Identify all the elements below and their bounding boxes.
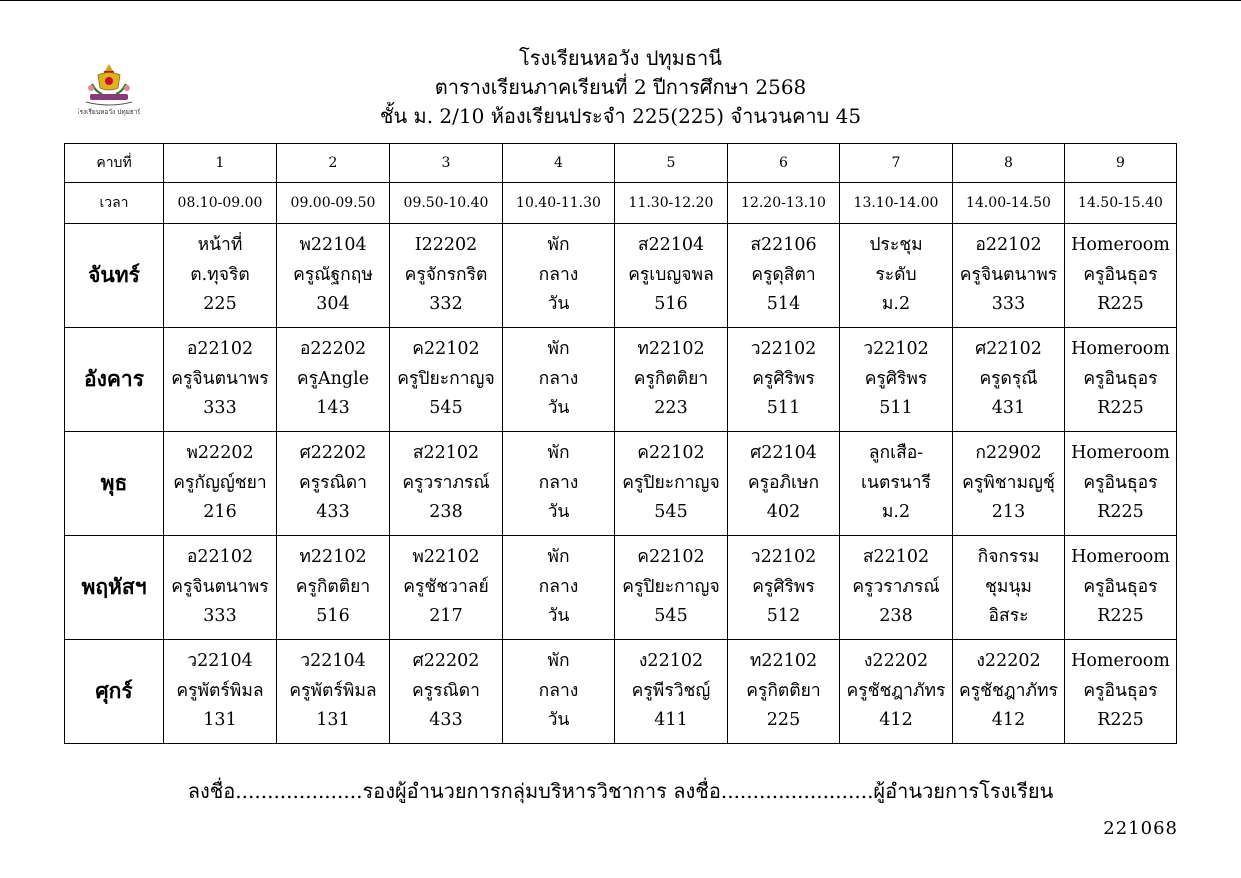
day-name: พฤหัสฯ [65,536,164,640]
period-time: 14.00-14.50 [953,183,1065,224]
room-number: 217 [429,606,463,627]
period-number: 4 [503,144,615,183]
subject-code: ส22106 [750,235,817,256]
subject-code: พัก [547,651,570,672]
room-number: R225 [1097,502,1144,523]
room-number: วัน [547,294,570,315]
teacher-name: ครูจินตนาพร [171,576,269,597]
schedule-cell [164,328,277,432]
schedule-cell [1065,224,1177,328]
room-number: 213 [991,502,1026,523]
schedule-cell [277,640,390,744]
teacher-name: ครูจินตนาพร [171,368,269,389]
schedule-cell [390,432,503,536]
subject-code: ว22102 [750,339,817,360]
teacher-name: ครูวราภรณ์ [402,472,490,493]
teacher-name: ครูศิริพร [864,368,928,389]
schedule-cell [503,432,615,536]
room-number: 545 [654,502,688,523]
schedule-cell [1065,328,1177,432]
teacher-name: ครูพัตร์พิมล [176,680,264,701]
subject-code: อ22102 [975,235,1042,256]
subject-code: ท22102 [749,651,818,672]
period-number: 6 [728,144,840,183]
teacher-name: ครูอินธุอร [1083,264,1158,285]
schedule-cell [728,432,840,536]
schedule-cell [1065,536,1177,640]
teacher-name: ครูปิยะกาญจ [622,576,720,597]
room-number: 332 [429,294,463,315]
teacher-name: ครูพิชามญชุ์ [962,472,1055,493]
time-row [65,183,1177,224]
subject-code: ส22104 [637,235,705,256]
subject-code: พ22102 [412,547,480,568]
room-number: 238 [879,606,913,627]
subject-code: อ22102 [186,547,254,568]
subject-code: ส22102 [412,443,480,464]
subject-code: ศ22104 [750,443,817,464]
teacher-name: ครูวราภรณ์ [852,576,940,597]
room-number: 402 [766,502,801,523]
schedule-cell [390,640,503,744]
room-number: 411 [654,710,688,731]
room-number: 225 [203,294,237,315]
subject-code: ค22102 [412,339,480,360]
room-number: 333 [203,398,237,419]
teacher-name: ครูเบญจพล [628,264,714,285]
day-row [65,536,1177,640]
teacher-name: ครูอินธุอร [1083,472,1158,493]
period-number: 2 [277,144,390,183]
room-number: วัน [547,502,570,523]
room-number: 511 [879,398,913,419]
period-number: 3 [390,144,503,183]
subject-code: พัก [547,443,570,464]
room-number: 333 [991,294,1026,315]
class-info: ชั้น ม. 2/10 ห้องเรียนประจำ 225(225) จำนวนคาบ 45 [379,104,862,128]
schedule-cell [840,224,953,328]
teacher-name: ครูชัชฎาภัทร [846,680,946,701]
schedule-cell [164,224,277,328]
room-number: 225 [766,710,801,731]
schedule-cell [728,536,840,640]
subject-code: ส22102 [862,547,930,568]
room-number: วัน [547,606,570,627]
schedule-cell [615,432,728,536]
day-name: จันทร์ [65,224,164,328]
schedule-cell [1065,432,1177,536]
room-number: R225 [1097,710,1144,731]
schedule-cell [164,536,277,640]
period-time: 13.10-14.00 [840,183,953,224]
day-name: อังคาร [65,328,164,432]
room-number: 511 [766,398,801,419]
teacher-name: ครูพัตร์พิมล [289,680,377,701]
teacher-name: ครูจินตนาพร [959,264,1058,285]
subject-code: I22202 [414,235,478,256]
subject-code: ศ22202 [299,443,367,464]
room-number: 545 [654,606,688,627]
schedule-cell [503,536,615,640]
schedule-cell [728,328,840,432]
teacher-name: ครูอินธุอร [1083,680,1158,701]
subject-code: ค22102 [637,443,705,464]
subject-code: Homeroom [1071,547,1170,568]
document-header [0,44,1241,131]
top-border-line [0,0,1241,1]
teacher-name: ครูกัญญ์ชยา [173,472,267,493]
schedule-cell [503,640,615,744]
subject-code: ว22102 [750,547,817,568]
teacher-name: ครูกิตติยา [295,576,371,597]
schedule-cell [390,328,503,432]
subject-code: หน้าที่ [197,235,243,256]
teacher-name: ครูปิยะกาญจ [622,472,720,493]
schedule-cell [840,432,953,536]
schedule-cell [615,328,728,432]
period-number: 5 [615,144,728,183]
period-time: 11.30-12.20 [615,183,728,224]
subject-code: Homeroom [1071,443,1170,464]
subject-code: พ22104 [299,235,367,256]
schedule-cell [953,432,1065,536]
teacher-name: ครูชัชฎาภัทร [959,680,1058,701]
teacher-name: กลาง [538,576,579,597]
schedule-cell [953,224,1065,328]
period-number: 7 [840,144,953,183]
signature-line: ลงชื่อ....................รองผู้อำนวยการกลุ่มบริหารวิชาการ ลงชื่อ........................ผู้อำนวยการโรงเรียน [187,779,1054,803]
room-number: 512 [766,606,801,627]
schedule-cell [953,328,1065,432]
period-time: 08.10-09.00 [164,183,277,224]
schedule-cell [277,224,390,328]
teacher-name: กลาง [538,264,579,285]
period-time: 14.50-15.40 [1065,183,1177,224]
subject-code: ศ22102 [975,339,1042,360]
teacher-name: ครูศิริพร [752,576,815,597]
teacher-name: ชุมนุม [985,576,1032,597]
room-number: R225 [1097,398,1144,419]
time-label: เวลา [65,183,164,224]
term-title: ตารางเรียนภาคเรียนที่ 2 ปีการศึกษา 2568 [434,75,807,99]
room-number: 333 [203,606,237,627]
timetable [64,143,1177,744]
document-code: 221068 [1103,818,1178,839]
teacher-name: ครูAngle [296,368,370,389]
room-number: ม.2 [881,294,911,315]
teacher-name: ระดับ [875,264,917,285]
teacher-name: ครูศิริพร [752,368,815,389]
room-number: 143 [316,398,350,419]
schedule-cell [1065,640,1177,744]
teacher-name: ครูจักรกริต [404,264,488,285]
schedule-cell [953,536,1065,640]
room-number: 412 [879,710,913,731]
period-number: 9 [1065,144,1177,183]
subject-code: พ22202 [186,443,254,464]
period-label: คาบที่ [65,144,164,183]
room-number: 545 [429,398,463,419]
room-number: 514 [766,294,801,315]
teacher-name: ครูกิตติยา [633,368,709,389]
subject-code: ง22202 [863,651,929,672]
teacher-name: ครูดรุณี [979,368,1038,389]
schedule-cell [615,640,728,744]
teacher-name: ครูณัฐกฤษ [293,264,373,285]
subject-code: ค22102 [637,547,705,568]
room-number: 223 [654,398,688,419]
subject-code: ว22104 [300,651,366,672]
schedule-cell [728,640,840,744]
schedule-cell [277,432,390,536]
schedule-cell [164,432,277,536]
room-number: 131 [316,710,350,731]
teacher-name: ครูปิยะกาญจ [397,368,495,389]
teacher-name: กลาง [538,368,579,389]
subject-code: ว22102 [863,339,929,360]
subject-code: พัก [547,547,570,568]
schedule-cell [615,536,728,640]
period-time: 09.50-10.40 [390,183,503,224]
subject-code: กิจกรรม [977,547,1040,568]
room-number: 216 [203,502,237,523]
day-row [65,328,1177,432]
subject-code: ศ22202 [412,651,480,672]
schedule-cell [728,224,840,328]
subject-code: ง22102 [638,651,704,672]
schedule-cell [277,536,390,640]
room-number: 238 [429,502,463,523]
schedule-cell [277,328,390,432]
svg-text:โรงเรียนหอวัง ปทุมธานี: โรงเรียนหอวัง ปทุมธานี [78,108,140,116]
schedule-cell [503,224,615,328]
subject-code: ลูกเสือ- [868,443,924,464]
subject-code: ประชุม [869,235,923,256]
subject-code: ก22902 [975,443,1042,464]
teacher-name: ครูพีรวิชญ์ [631,680,711,701]
period-row [65,144,1177,183]
teacher-name: ครูรณิดา [299,472,367,493]
day-row [65,224,1177,328]
teacher-name: ครูดุสิตา [751,264,816,285]
subject-code: อ22202 [299,339,367,360]
schedule-cell [840,640,953,744]
room-number: 304 [316,294,350,315]
school-name: โรงเรียนหอวัง ปทุมธานี [519,46,722,70]
teacher-name: กลาง [538,472,579,493]
subject-code: พัก [547,235,570,256]
schedule-cell [615,224,728,328]
subject-code: Homeroom [1071,235,1170,256]
room-number: 412 [991,710,1026,731]
teacher-name: ครูชัชวาลย์ [403,576,489,597]
subject-code: ว22104 [187,651,253,672]
day-row [65,640,1177,744]
schedule-cell [390,536,503,640]
period-time: 12.20-13.10 [728,183,840,224]
teacher-name: ครูอินธุอร [1083,576,1158,597]
teacher-name: ครูอภิเษก [747,472,820,493]
period-time: 09.00-09.50 [277,183,390,224]
room-number: อิสระ [988,606,1029,627]
teacher-name: ต.ทุจริต [190,264,250,285]
room-number: R225 [1097,606,1144,627]
day-name: ศุกร์ [65,640,164,744]
subject-code: ท22102 [637,339,705,360]
room-number: วัน [547,710,570,731]
teacher-name: ครูรณิดา [412,680,480,701]
period-number: 8 [953,144,1065,183]
schedule-cell [840,536,953,640]
subject-code: ท22102 [299,547,367,568]
room-number: R225 [1097,294,1144,315]
subject-code: พัก [547,339,570,360]
teacher-name: ครูกิตติยา [746,680,821,701]
teacher-name: กลาง [538,680,579,701]
schedule-cell [390,224,503,328]
teacher-name: ครูอินธุอร [1083,368,1158,389]
subject-code: Homeroom [1071,339,1170,360]
period-time: 10.40-11.30 [503,183,615,224]
room-number: วัน [547,398,570,419]
room-number: 431 [991,398,1026,419]
room-number: 516 [316,606,350,627]
day-name: พุธ [65,432,164,536]
room-number: 433 [316,502,350,523]
room-number: 433 [429,710,463,731]
schedule-cell [503,328,615,432]
day-row [65,432,1177,536]
teacher-name: เนตรนารี [861,472,931,493]
subject-code: ง22202 [976,651,1041,672]
subject-code: อ22102 [186,339,254,360]
room-number: 131 [203,710,237,731]
room-number: ม.2 [881,502,911,523]
schedule-cell [164,640,277,744]
room-number: 516 [654,294,688,315]
period-number: 1 [164,144,277,183]
schedule-cell [953,640,1065,744]
subject-code: Homeroom [1071,651,1170,672]
schedule-cell [840,328,953,432]
